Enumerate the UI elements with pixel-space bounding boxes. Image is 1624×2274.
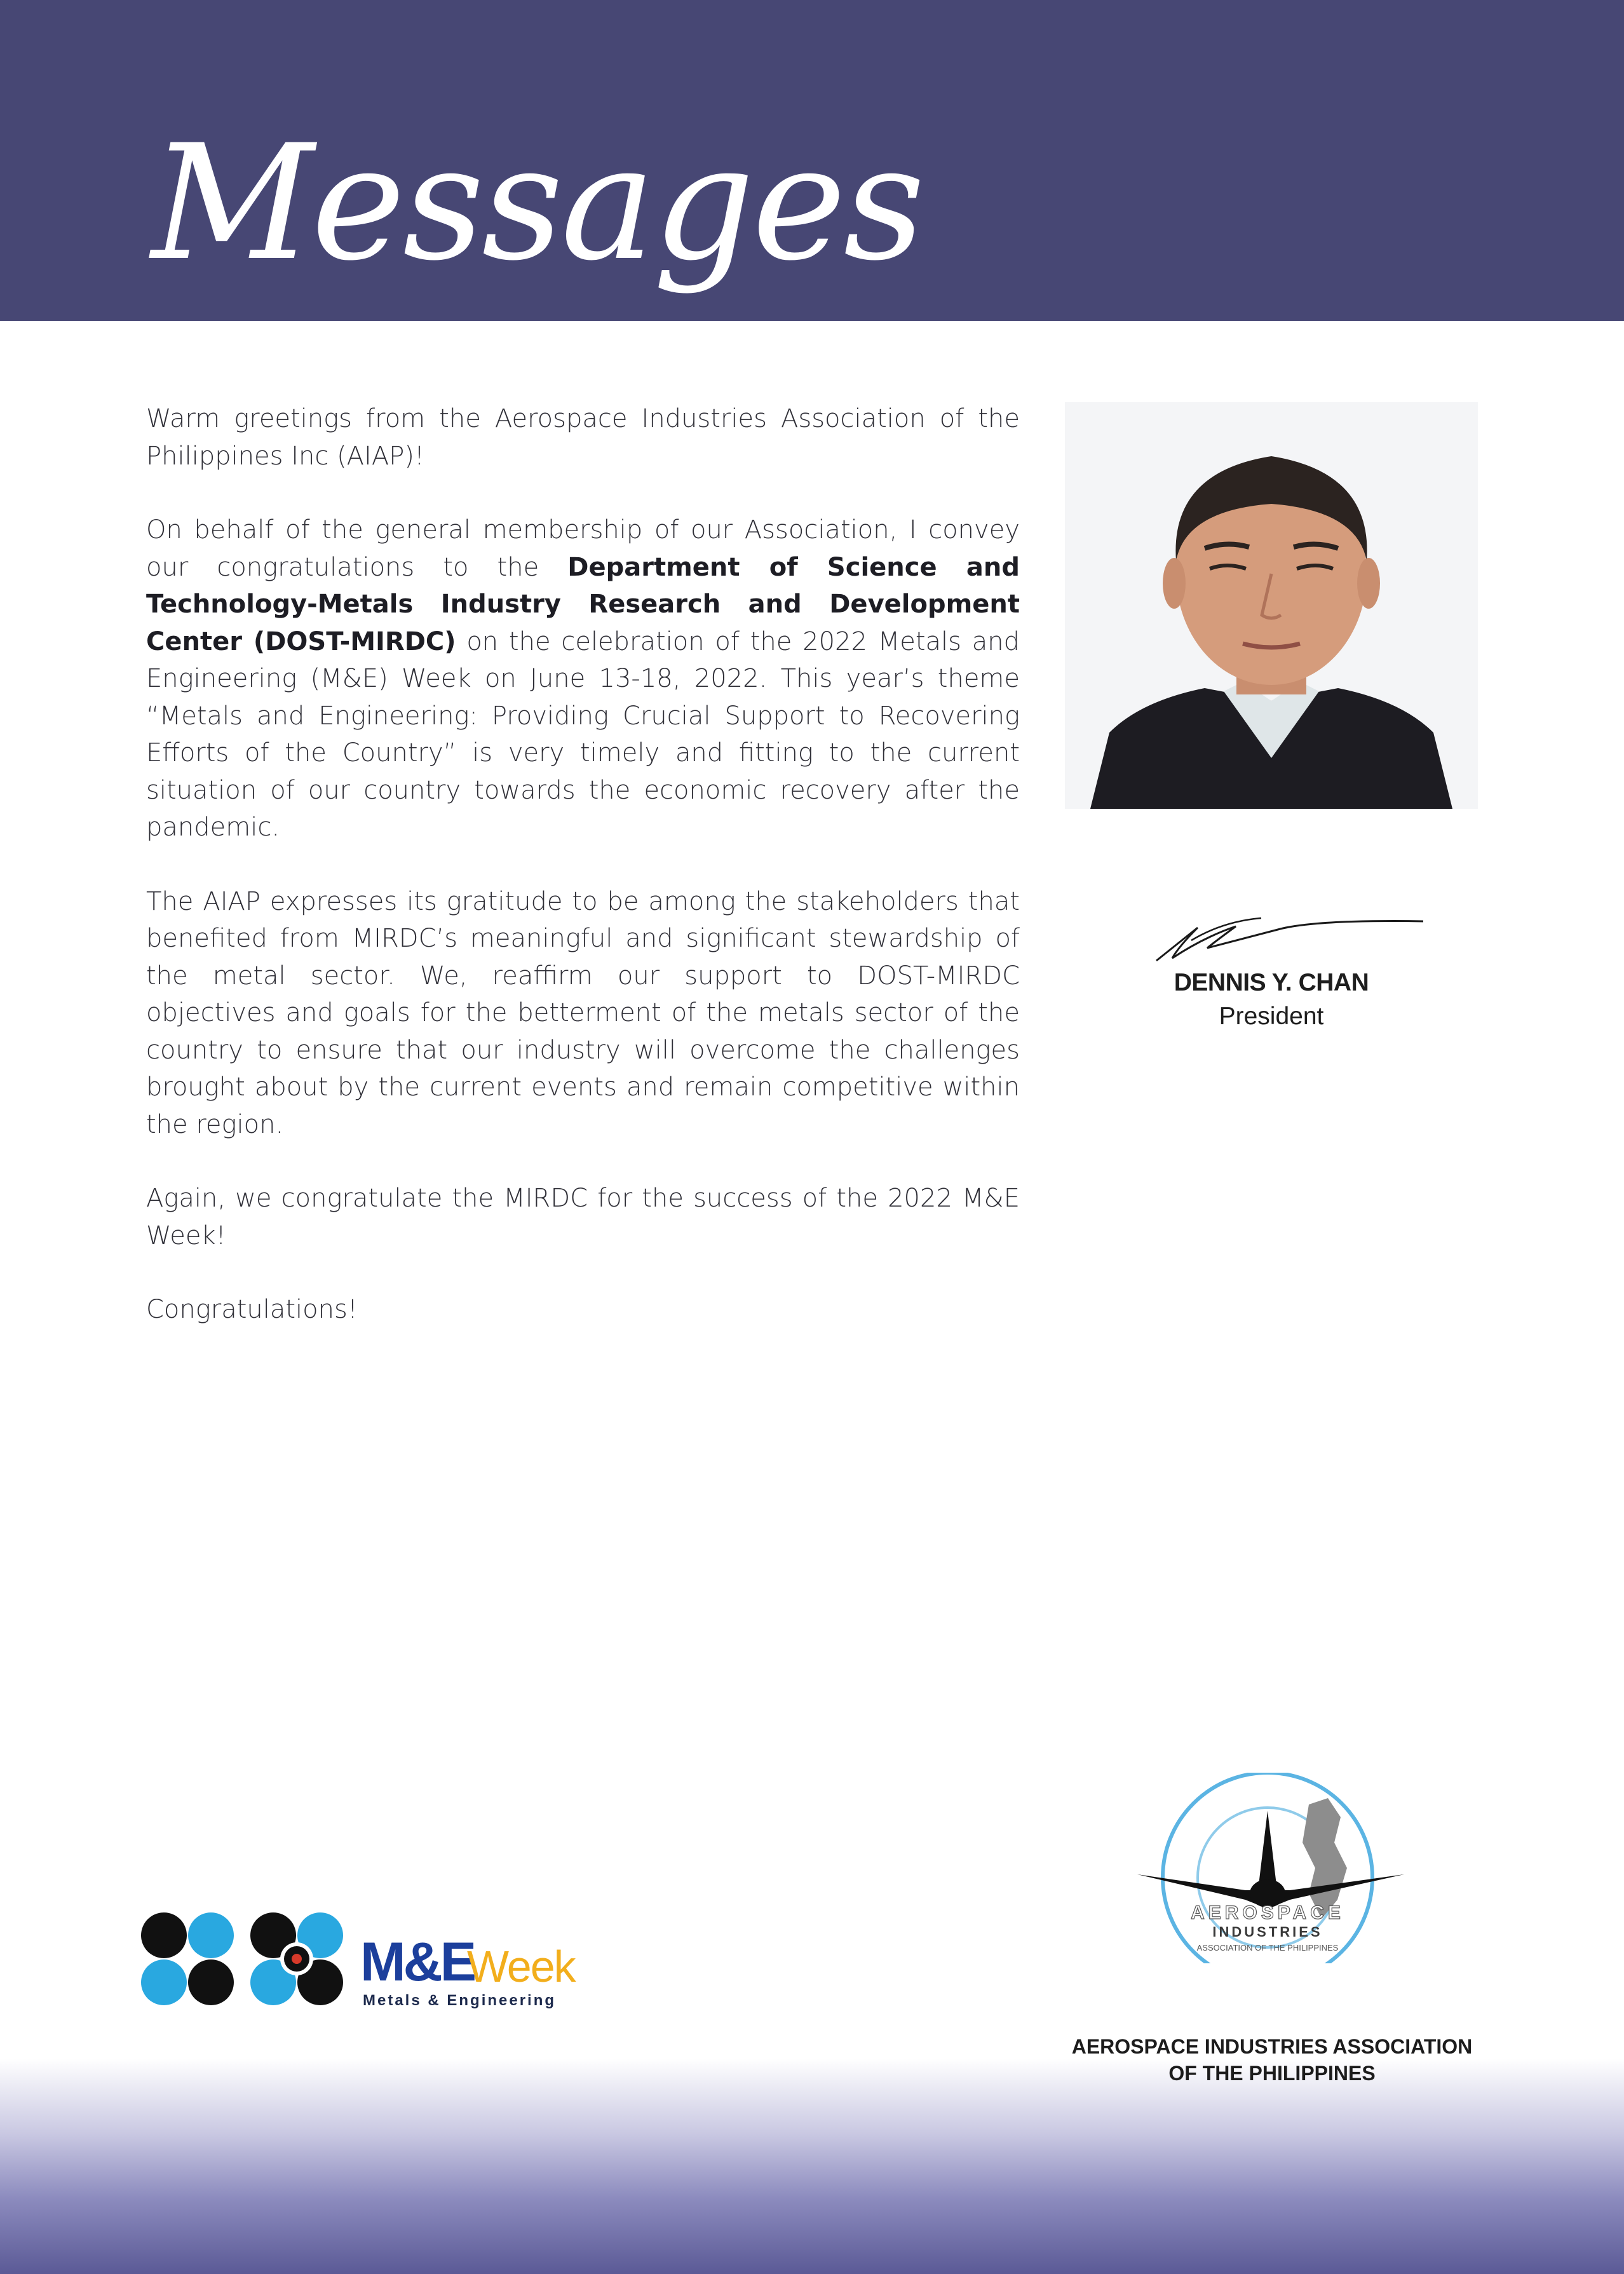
- signature-image: [1153, 902, 1426, 966]
- aiap-caption-line1: AEROSPACE INDUSTRIES ASSOCIATION: [1071, 2035, 1473, 2058]
- letter-paragraph: Again, we congratulate the MIRDC for the success of the 2022 M&E Week!: [146, 1184, 1020, 1250]
- footer-gradient: [0, 2059, 1624, 2274]
- president-portrait: [1065, 402, 1478, 809]
- signer-title: President: [1219, 1003, 1324, 1030]
- aiap-logo-line3: ASSOCIATION OF THE PHILIPPINES: [1196, 1943, 1339, 1953]
- me-logo-week: Week: [467, 1942, 575, 1991]
- letter-paragraph: The AIAP expresses its gratitude to be among the stakeholders that benefited from MIRDC’s meaningful and significant stewardship of the metal sector. We, reaffirm our support to DOST-MIRDC objectives and goals for the betterment of the metals sector of the country to ensure that our industry will overcome the challenges brought about by the current events and remain competitive within the region.: [146, 886, 1020, 1139]
- aiap-caption: [1042, 2033, 1502, 2087]
- aiap-caption-line2: OF THE PHILIPPINES: [1168, 2062, 1376, 2085]
- aiap-logo: [1137, 1773, 1404, 1963]
- header-band: [0, 0, 1624, 321]
- aiap-logo-line2: INDUSTRIES: [1212, 1924, 1323, 1940]
- me-week-logo: [360, 1932, 589, 2014]
- aiap-logo-line1: AEROSPACE: [1191, 1902, 1344, 1923]
- me-logo-main: M&E: [360, 1932, 475, 1993]
- letter-body: [146, 400, 1020, 1365]
- signer-name: DENNIS Y. CHAN: [1174, 969, 1369, 996]
- me-logo-subtitle: Metals & Engineering: [363, 1992, 557, 2009]
- dost-logo: [141, 1912, 234, 2005]
- letter-paragraph: Congratulations!: [146, 1295, 358, 1324]
- mirdc-logo: [250, 1912, 343, 2005]
- partner-logos: [141, 1912, 586, 2014]
- letter-paragraph: Warm greetings from the Aerospace Industries Association of the Philippines Inc (AIAP)!: [146, 404, 1020, 471]
- letter-text: on the celebration of the 2022 Metals and Engineering (M&E) Week on June 13-18, 2022. This year’s theme “Metals and Engineering: Providing Crucial Support to Recovering Efforts of the Country” is very timely and fitting to the current situation of our country towards the economic recovery after the pandemic.: [146, 626, 1020, 842]
- letter-bold-text: Department of Science and Technology-Metals Industry Research and Development Center (DOST-MIRDC): [146, 552, 1020, 656]
- letter-paragraph: [146, 511, 1020, 846]
- page-title: Messages: [151, 111, 923, 295]
- letter-text: On behalf of the general membership of our Association, I convey our congratulations to the: [146, 515, 1020, 582]
